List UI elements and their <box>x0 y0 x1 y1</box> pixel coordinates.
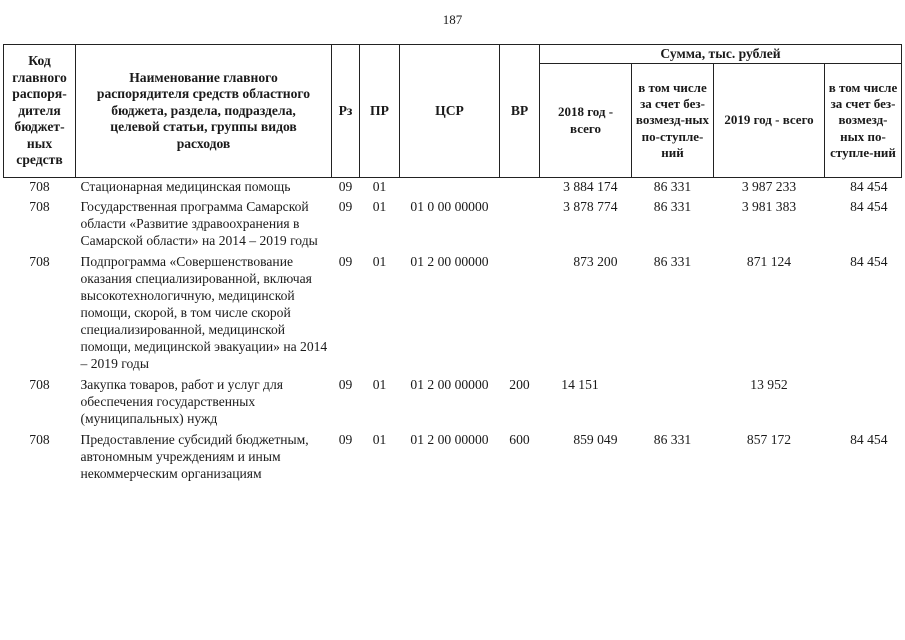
cell-2019-total: 13 952 <box>750 376 788 392</box>
cell-2018-free: 86 331 <box>653 431 692 447</box>
table-row <box>4 431 902 482</box>
cell-rz: 09 <box>338 253 353 269</box>
table-row <box>4 178 902 198</box>
header-2018-free: в том числе за счет без-возмезд-ных по-ступле-ний <box>632 64 714 178</box>
cell-2018-total: 873 200 <box>573 253 618 269</box>
cell-pr: 01 <box>372 198 387 214</box>
header-2018-total: 2018 год - всего <box>540 64 632 178</box>
cell-2018-free: 86 331 <box>653 253 692 269</box>
cell-code: 708 <box>29 253 50 269</box>
header-csr: ЦСР <box>400 45 500 178</box>
cell-rz: 09 <box>338 376 353 392</box>
cell-2019-free: 84 454 <box>850 179 888 194</box>
cell-name: Стационарная медицинская помощь <box>80 179 291 194</box>
cell-2018-total: 3 884 174 <box>563 179 618 194</box>
cell-2018-total: 859 049 <box>573 431 618 447</box>
cell-2018-total: 3 878 774 <box>563 198 618 214</box>
cell-2019-free: 84 454 <box>850 198 888 214</box>
cell-2019-total: 3 981 383 <box>741 198 797 214</box>
cell-2019-free: 84 454 <box>850 253 888 269</box>
table-body <box>4 178 902 482</box>
table-row <box>4 376 902 431</box>
cell-pr: 01 <box>372 179 387 194</box>
header-sum-title: Сумма, тыс. рублей <box>540 45 902 64</box>
table-row <box>4 198 902 253</box>
cell-code: 708 <box>29 431 50 447</box>
budget-table <box>3 44 902 482</box>
cell-2019-total: 3 987 233 <box>741 179 797 194</box>
table-header <box>4 45 902 178</box>
cell-2019-free: 84 454 <box>850 431 888 447</box>
cell-vr: 600 <box>509 431 530 447</box>
cell-code: 708 <box>29 179 50 194</box>
header-2019-total: 2019 год - всего <box>714 64 825 178</box>
cell-name: Подпрограмма «Совершенствование оказания специализированной, включая высокотехнологичную, медицинской помощи, скорой, в том числе скорой специализированной, медицинской помощи, медицинской эвакуации» на 2014 – 2019 годы <box>80 253 328 371</box>
cell-2019-total: 857 172 <box>746 431 792 447</box>
cell-csr: 01 2 00 00000 <box>410 431 489 447</box>
cell-2018-total: 14 151 <box>561 376 599 392</box>
cell-2018-free: 86 331 <box>653 198 692 214</box>
cell-vr <box>500 253 540 376</box>
cell-code: 708 <box>29 198 50 214</box>
cell-pr: 01 <box>372 253 387 269</box>
header-pr: ПР <box>360 45 400 178</box>
cell-vr <box>500 178 540 198</box>
header-code: Код главного распоря-дителя бюджет-ных средств <box>4 45 76 178</box>
header-2019-free: в том числе за счет без-возмезд-ных по-ступле-ний <box>825 64 902 178</box>
cell-pr: 01 <box>372 431 387 447</box>
cell-2019-total: 871 124 <box>746 253 792 269</box>
cell-name: Предоставление субсидий бюджетным, автономным учреждениям и иным некоммерческим организациям <box>80 431 309 481</box>
cell-name: Государственная программа Самарской области «Развитие здравоохранения в Самарской области» на 2014 – 2019 годы <box>80 198 318 248</box>
cell-csr: 01 2 00 00000 <box>410 253 489 269</box>
cell-csr: 01 2 00 00000 <box>410 376 489 392</box>
cell-vr: 200 <box>509 376 530 392</box>
cell-rz: 09 <box>338 198 353 214</box>
cell-pr: 01 <box>372 376 387 392</box>
cell-csr <box>400 178 500 198</box>
header-name: Наименование главного распорядителя средств областного бюджета, раздела, подраздела, целевой статьи, группы видов расходов <box>76 45 332 178</box>
cell-rz: 09 <box>338 431 353 447</box>
header-rz: Рз <box>332 45 360 178</box>
page-number: 187 <box>442 12 463 27</box>
cell-rz: 09 <box>338 179 353 194</box>
cell-vr <box>500 198 540 253</box>
cell-csr: 01 0 00 00000 <box>410 198 489 214</box>
table-row <box>4 253 902 376</box>
cell-2018-free <box>632 376 714 431</box>
cell-name: Закупка товаров, работ и услуг для обеспечения государственных (муниципальных) нужд <box>80 376 284 426</box>
cell-2019-free <box>825 376 902 431</box>
header-vr: ВР <box>500 45 540 178</box>
cell-code: 708 <box>29 376 50 392</box>
cell-2018-free: 86 331 <box>653 179 692 194</box>
